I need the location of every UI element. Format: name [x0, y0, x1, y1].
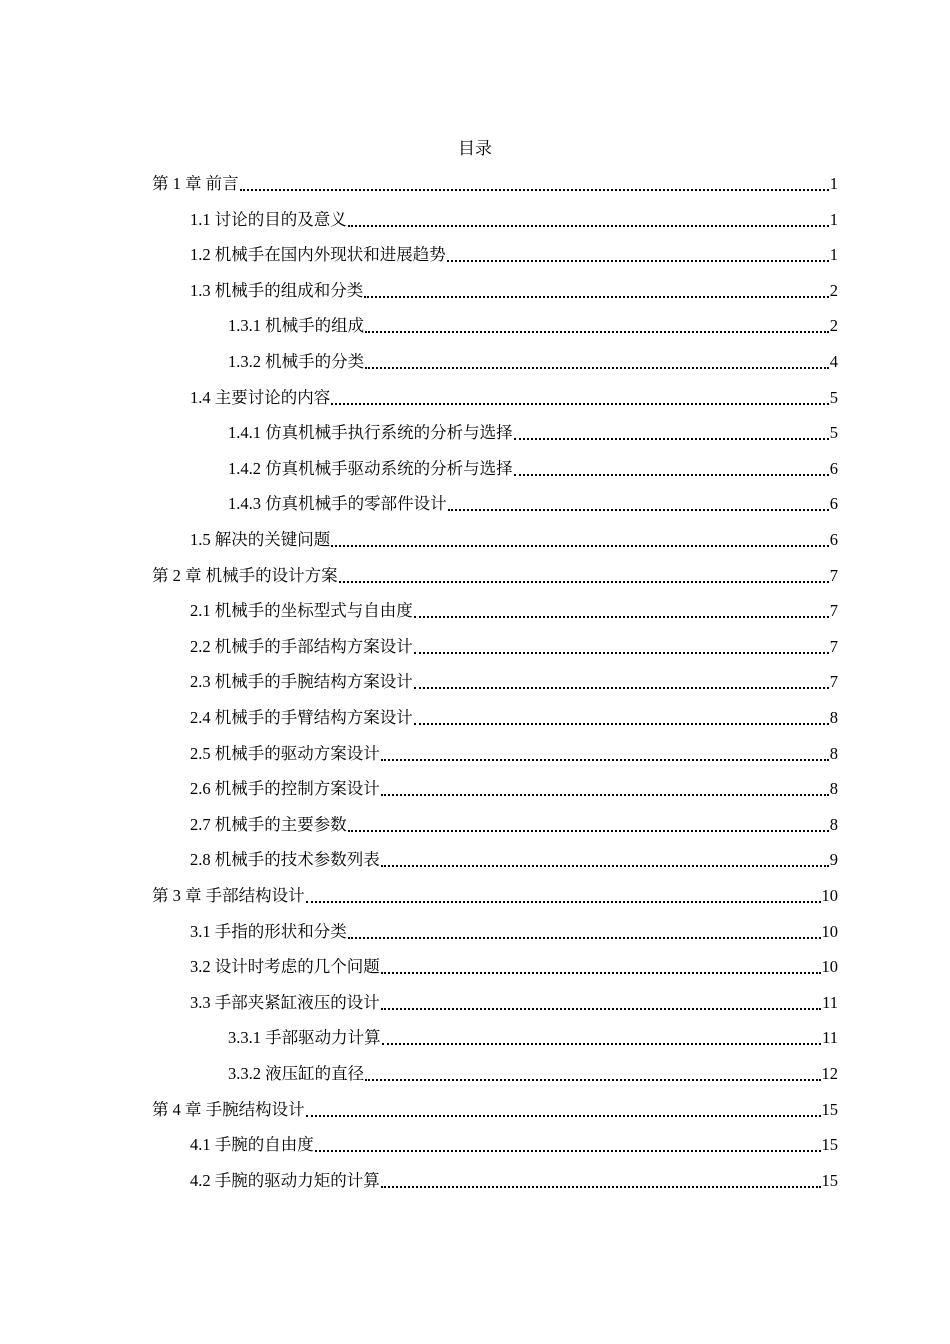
toc-dot-leader — [365, 1079, 820, 1081]
toc-entry-page-number: 4 — [829, 352, 838, 371]
toc-entry[interactable] — [152, 565, 838, 587]
toc-entry-page-number: 2 — [829, 316, 838, 335]
toc-dot-leader — [447, 260, 829, 262]
toc-entry[interactable] — [190, 921, 838, 943]
toc-dot-leader — [306, 901, 821, 903]
toc-dot-leader — [331, 403, 829, 405]
toc-dot-leader — [414, 616, 829, 618]
toc-entry[interactable] — [228, 1063, 838, 1085]
toc-entry-page-number: 7 — [829, 566, 838, 585]
toc-entry-title: 2.3 机械手的手腕结构方案设计 — [190, 672, 413, 691]
toc-entry[interactable] — [190, 529, 838, 551]
toc-dot-leader — [339, 581, 829, 583]
toc-entry[interactable] — [190, 244, 838, 266]
toc-entry[interactable] — [190, 743, 838, 765]
toc-entry-title: 2.5 机械手的驱动方案设计 — [190, 744, 380, 763]
toc-dot-leader — [365, 367, 829, 369]
toc-dot-leader — [381, 972, 821, 974]
toc-entry-page-number: 10 — [821, 886, 838, 905]
toc-dot-leader — [514, 438, 829, 440]
toc-entry-title: 2.4 机械手的手臂结构方案设计 — [190, 708, 413, 727]
toc-entry-title: 3.3 手部夹紧缸液压的设计 — [190, 993, 380, 1012]
toc-dot-leader — [414, 652, 829, 654]
toc-dot-leader — [331, 545, 829, 547]
toc-entry-title: 第 1 章 前言 — [152, 174, 239, 193]
toc-entry-page-number: 8 — [829, 815, 838, 834]
toc-dot-leader — [381, 759, 829, 761]
toc-entry[interactable] — [190, 636, 838, 658]
toc-entry-title: 1.3.2 机械手的分类 — [228, 352, 365, 371]
toc-entry-page-number: 5 — [829, 423, 838, 442]
toc-entry[interactable] — [228, 493, 838, 515]
toc-entry-title: 1.3.1 机械手的组成 — [228, 316, 365, 335]
toc-dot-leader — [448, 509, 829, 511]
toc-dot-leader — [514, 474, 829, 476]
toc-entry-page-number: 8 — [829, 779, 838, 798]
toc-entry-title: 3.1 手指的形状和分类 — [190, 922, 347, 941]
toc-entry-page-number: 2 — [829, 281, 838, 300]
toc-dot-leader — [348, 830, 829, 832]
toc-entry[interactable] — [190, 849, 838, 871]
toc-entry-page-number: 15 — [821, 1171, 838, 1190]
toc-entry-page-number: 8 — [829, 708, 838, 727]
toc-entry-page-number: 9 — [829, 850, 838, 869]
toc-title: 目录 — [458, 139, 492, 158]
toc-dot-leader — [315, 1150, 821, 1152]
toc-entry[interactable] — [190, 209, 838, 231]
toc-entry[interactable] — [190, 778, 838, 800]
toc-entry-title: 1.4 主要讨论的内容 — [190, 388, 331, 407]
toc-entry[interactable] — [190, 280, 838, 302]
toc-entry[interactable] — [190, 1170, 838, 1192]
toc-dot-leader — [414, 687, 829, 689]
toc-dot-leader — [381, 1186, 821, 1188]
toc-entry-page-number: 10 — [821, 957, 838, 976]
toc-entry-title: 4.1 手腕的自由度 — [190, 1135, 314, 1154]
toc-entry[interactable] — [228, 422, 838, 444]
toc-entry-title: 3.3.2 液压缸的直径 — [228, 1064, 365, 1083]
toc-entry-page-number: 1 — [829, 210, 838, 229]
toc-entry-title: 1.4.3 仿真机械手的零部件设计 — [228, 494, 447, 513]
toc-entry[interactable] — [152, 885, 838, 907]
toc-entry-page-number: 12 — [821, 1064, 838, 1083]
toc-entry-title: 1.1 讨论的目的及意义 — [190, 210, 347, 229]
toc-entry[interactable] — [228, 1027, 838, 1049]
toc-dot-leader — [364, 296, 829, 298]
toc-entry-page-number: 6 — [829, 459, 838, 478]
toc-entry-title: 2.6 机械手的控制方案设计 — [190, 779, 380, 798]
toc-entry-title: 第 3 章 手部结构设计 — [152, 886, 305, 905]
toc-entry-title: 1.3 机械手的组成和分类 — [190, 281, 364, 300]
toc-entry-title: 1.4.2 仿真机械手驱动系统的分析与选择 — [228, 459, 513, 478]
toc-dot-leader — [348, 225, 829, 227]
toc-entry-page-number: 15 — [821, 1100, 838, 1119]
toc-entry-page-number: 15 — [821, 1135, 838, 1154]
toc-entry-page-number: 5 — [829, 388, 838, 407]
toc-dot-leader — [348, 937, 821, 939]
toc-entry[interactable] — [190, 387, 838, 409]
toc-entry-page-number: 11 — [822, 993, 838, 1012]
toc-dot-leader — [381, 1008, 821, 1010]
toc-dot-leader — [382, 1043, 821, 1045]
toc-entry-page-number: 7 — [829, 637, 838, 656]
toc-entry[interactable] — [190, 814, 838, 836]
toc-entry[interactable] — [190, 600, 838, 622]
toc-dot-leader — [240, 189, 829, 191]
toc-entry[interactable] — [228, 315, 838, 337]
toc-entry-title: 第 2 章 机械手的设计方案 — [152, 566, 338, 585]
toc-entry[interactable] — [228, 458, 838, 480]
toc-entry-page-number: 7 — [829, 601, 838, 620]
toc-entry-page-number: 7 — [829, 672, 838, 691]
toc-entry-title: 3.3.1 手部驱动力计算 — [228, 1028, 381, 1047]
toc-entry[interactable] — [190, 992, 838, 1014]
toc-entry-title: 2.1 机械手的坐标型式与自由度 — [190, 601, 413, 620]
toc-entry-page-number: 1 — [829, 245, 838, 264]
toc-entry-page-number: 11 — [822, 1028, 838, 1047]
toc-entry-title: 2.2 机械手的手部结构方案设计 — [190, 637, 413, 656]
toc-dot-leader — [381, 865, 829, 867]
toc-dot-leader — [365, 331, 829, 333]
toc-dot-leader — [414, 723, 829, 725]
toc-entry-page-number: 10 — [821, 922, 838, 941]
toc-entry-title: 4.2 手腕的驱动力矩的计算 — [190, 1171, 380, 1190]
toc-entry[interactable] — [190, 671, 838, 693]
toc-entry-title: 1.4.1 仿真机械手执行系统的分析与选择 — [228, 423, 513, 442]
toc-dot-leader — [306, 1115, 821, 1117]
toc-entry-page-number: 1 — [829, 174, 838, 193]
toc-entry-page-number: 6 — [829, 494, 838, 513]
toc-entry[interactable] — [152, 173, 838, 195]
toc-entry-title: 2.8 机械手的技术参数列表 — [190, 850, 380, 869]
toc-dot-leader — [381, 794, 829, 796]
toc-entry[interactable] — [152, 1099, 838, 1121]
toc-entry-page-number: 6 — [829, 530, 838, 549]
toc-entry-title: 1.2 机械手在国内外现状和进展趋势 — [190, 245, 446, 264]
toc-entry-title: 第 4 章 手腕结构设计 — [152, 1100, 305, 1119]
toc-entry-title: 2.7 机械手的主要参数 — [190, 815, 347, 834]
toc-entry[interactable] — [190, 956, 838, 978]
toc-entry-title: 1.5 解决的关键问题 — [190, 530, 331, 549]
toc-entry[interactable] — [190, 1134, 838, 1156]
toc-entry-title: 3.2 设计时考虑的几个问题 — [190, 957, 380, 976]
toc-entry[interactable] — [190, 707, 838, 729]
toc-entry[interactable] — [228, 351, 838, 373]
toc-entry-page-number: 8 — [829, 744, 838, 763]
